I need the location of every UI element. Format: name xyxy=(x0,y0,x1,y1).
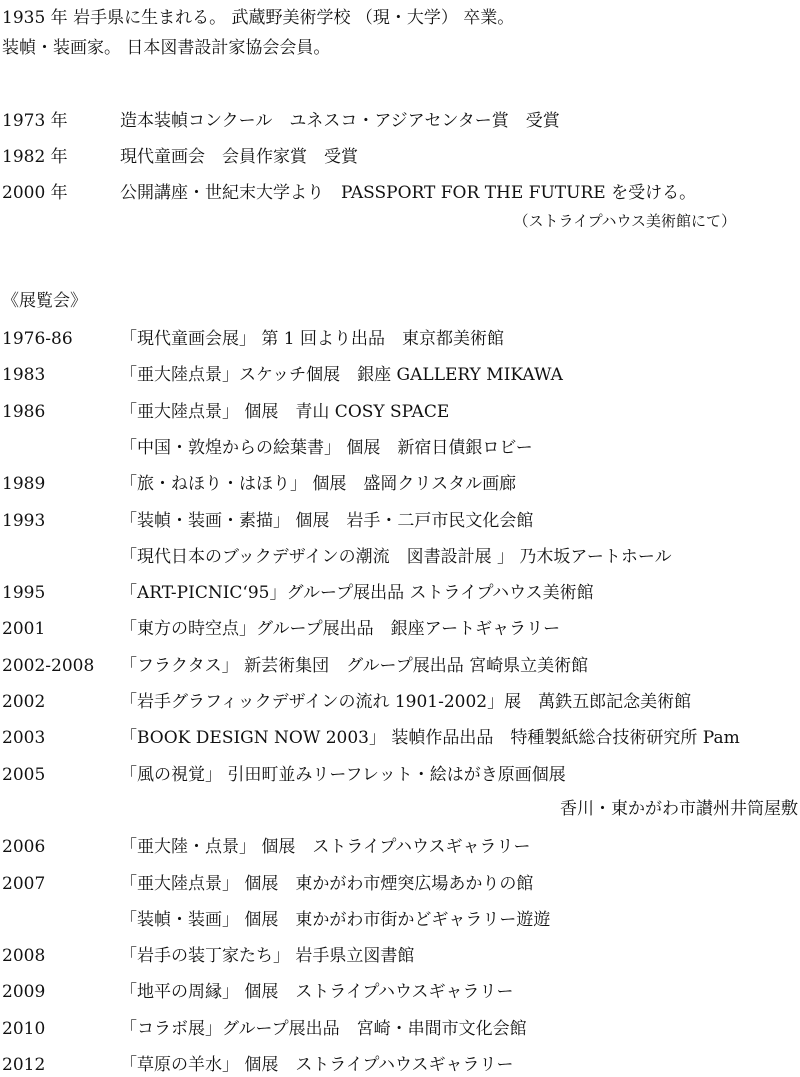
exhibition-row xyxy=(2,472,800,496)
exhibition-text: 「亜大陸点景」スケッチ個展 銀座 GALLERY MIKAWA xyxy=(120,365,563,385)
exhibition-year: 2010 xyxy=(2,1019,46,1039)
exhibition-text: 「BOOK DESIGN NOW 2003」 装幀作品出品 特種製紙総合技術研究所 Pam xyxy=(120,728,740,748)
exhibition-text: 「現代童画会展」 第 1 回より出品 東京都美術館 xyxy=(120,329,505,349)
bio-line-1: 1935 年 岩手県に生まれる。 武蔵野美術学校 （現・大学） 卒業。 xyxy=(2,8,515,28)
exhibition-row xyxy=(2,545,800,569)
award-year: 1982 年 xyxy=(2,147,68,167)
exhibition-year: 2002-2008 xyxy=(2,656,95,676)
exhibition-row xyxy=(2,581,800,605)
award-row xyxy=(2,109,800,133)
exhibition-year: 1986 xyxy=(2,402,46,422)
exhibition-year: 1989 xyxy=(2,474,46,494)
exhibition-text: 「ART-PICNIC‘95」グループ展出品 ストライプハウス美術館 xyxy=(120,583,594,603)
award-year: 1973 年 xyxy=(2,111,68,131)
exhibition-row xyxy=(2,872,800,896)
exhibition-year: 2001 xyxy=(2,619,46,639)
exhibition-year: 2007 xyxy=(2,874,46,894)
bio-line-2: 装幀・装画家。 日本図書設計家協会会員。 xyxy=(2,38,331,58)
award-text: 造本装幀コンクール ユネスコ・アジアセンター賞 受賞 xyxy=(120,111,560,131)
exhibition-row xyxy=(2,436,800,460)
exhibition-row xyxy=(2,363,800,387)
exhibition-text: 「装幀・装画」 個展 東かがわ市街かどギャラリー遊遊 xyxy=(120,910,551,930)
exhibition-row xyxy=(2,400,800,424)
exhibition-text: 「中国・敦煌からの絵葉書」 個展 新宿日債銀ロビー xyxy=(120,438,533,458)
exhibition-text: 「亜大陸点景」 個展 東かがわ市煙突広場あかりの館 xyxy=(120,874,534,894)
exhibition-text: 「岩手グラフィックデザインの流れ 1901-2002」展 萬鉄五郎記念美術館 xyxy=(120,692,692,712)
exhibition-year: 2002 xyxy=(2,692,46,712)
exhibition-text: 「亜大陸・点景」 個展 ストライプハウスギャラリー xyxy=(120,837,531,857)
exhibition-text: 「東方の時空点」グループ展出品 銀座アートギャラリー xyxy=(120,619,561,639)
award-row xyxy=(2,145,800,169)
exhibition-row xyxy=(2,763,800,787)
exhibition-text: 「旅・ねほり・はほり」 個展 盛岡クリスタル画廊 xyxy=(120,474,517,494)
exhibition-row xyxy=(2,1053,800,1077)
award-year: 2000 年 xyxy=(2,183,68,203)
exhibition-text: 「草原の羊水」 個展 ストライプハウスギャラリー xyxy=(120,1055,514,1075)
exhibition-year: 2008 xyxy=(2,946,46,966)
exhibition-year: 2005 xyxy=(2,765,46,785)
exhibition-text: 「風の視覚」 引田町並みリーフレット・絵はがき原画個展 xyxy=(120,765,566,785)
exhibition-year: 2006 xyxy=(2,837,46,857)
exhibition-year: 2003 xyxy=(2,728,46,748)
exhibition-year: 1983 xyxy=(2,365,46,385)
exhibition-year: 1993 xyxy=(2,511,46,531)
exhibition-row xyxy=(2,690,800,714)
exhibition-row xyxy=(2,509,800,533)
exhibition-text: 「岩手の装丁家たち」 岩手県立図書館 xyxy=(120,946,415,966)
award-text: 現代童画会 会員作家賞 受賞 xyxy=(120,147,358,167)
exhibition-row xyxy=(2,1017,800,1041)
exhibition-row xyxy=(2,617,800,641)
exhibitions-heading: 《展覧会》 xyxy=(2,291,87,311)
exhibition-text: 「装幀・装画・素描」 個展 岩手・二戸市民文化会館 xyxy=(120,511,534,531)
exhibition-row xyxy=(2,726,800,750)
exhibition-text: 「亜大陸点景」 個展 青山 COSY SPACE xyxy=(120,402,450,422)
exhibition-2005-location: 香川・東かがわ市讃州井筒屋敷 xyxy=(560,799,798,819)
award-text: 公開講座・世紀末大学より PASSPORT FOR THE FUTURE を受ける。 xyxy=(120,183,697,203)
exhibition-row xyxy=(2,654,800,678)
exhibition-year: 2012 xyxy=(2,1055,46,1075)
exhibition-text: 「コラボ展」グループ展出品 宮崎・串間市文化会館 xyxy=(120,1019,527,1039)
exhibition-row xyxy=(2,980,800,1004)
exhibition-row xyxy=(2,835,800,859)
exhibition-year: 2009 xyxy=(2,982,46,1002)
exhibition-row xyxy=(2,327,800,351)
exhibition-row xyxy=(2,944,800,968)
exhibition-row xyxy=(2,908,800,932)
exhibition-text: 「現代日本のブックデザインの潮流 図書設計展 」 乃木坂アートホール xyxy=(120,547,672,567)
award-row xyxy=(2,181,800,205)
exhibition-text: 「フラクタス」 新芸術集団 グループ展出品 宮崎県立美術館 xyxy=(120,656,589,676)
exhibition-year: 1995 xyxy=(2,583,46,603)
award-note: （ストライプハウス美術館にて） xyxy=(513,212,736,230)
exhibition-text: 「地平の周縁」 個展 ストライプハウスギャラリー xyxy=(120,982,514,1002)
exhibition-year: 1976-86 xyxy=(2,329,73,349)
